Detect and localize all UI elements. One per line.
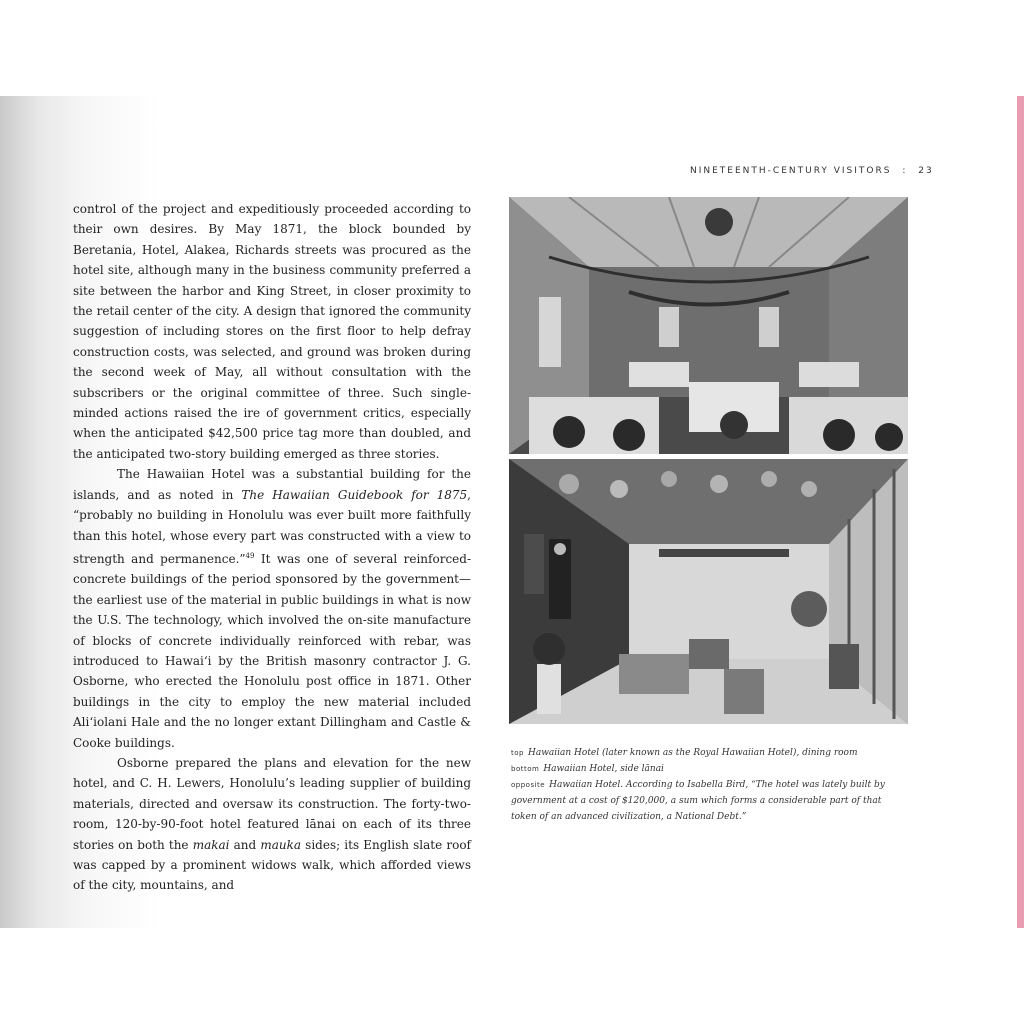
caption-top-text: Hawaiian Hotel (later known as the Royal Hawaiian Hotel), dining room: [527, 748, 858, 758]
term-makai: makai: [192, 837, 230, 852]
running-head-section: NINETEENTH-CENTURY VISITORS: [690, 166, 892, 176]
photo-dining-room: [509, 197, 908, 454]
term-mauka: mauka: [260, 837, 302, 852]
running-head: [690, 166, 934, 176]
photo-side-lanai: [509, 459, 908, 724]
paragraph-2: [73, 464, 471, 753]
caption-opposite-line-1: Hawaiian Hotel. According to Isabella Bird, “The hotel was lately built by: [549, 780, 885, 790]
caption-opposite-line-2: government at a cost of $120,000, a sum which forms a considerable part of that: [511, 796, 882, 806]
book-title: The Hawaiian Guidebook for 1875: [241, 487, 468, 502]
caption-bottom: [511, 761, 911, 777]
paragraph-3-text-a: Osborne prepared the plans and elevation for the new hotel, and C. H. Lewers, Honolulu’s leading supplier of building materials, directed and oversaw its construction. The forty-two-room, 120-by-90-foot hotel featured lānai on each of its three stories on both the: [73, 755, 471, 852]
photo-captions: [511, 745, 911, 825]
paragraph-3: [73, 753, 471, 896]
caption-top: [511, 745, 911, 761]
caption-top-label: top: [511, 749, 524, 757]
caption-bottom-label: bottom: [511, 765, 540, 773]
paragraph-3-and: and: [229, 837, 261, 852]
running-head-separator: :: [902, 166, 908, 176]
paragraph-2-text-b: , “probably no building in Honolulu was ever built more faithfully than this hotel, whose every part was constructed with a view to strength and permanence.”: [73, 487, 471, 566]
body-text-column: [73, 199, 471, 896]
paragraph-2-text-c: It was one of several reinforced-concrete buildings of the period sponsored by the government—the earliest use of the material in public buildings in what is now the U.S. The technology, which involved the on-site manufacture of blocks of concrete individually reinforced with rebar, was introduced to Hawai‘i by the British masonry contractor J. G. Osborne, who erected the Honolulu post office in 1871. Other buildings in the city to employ the new material included Ali‘iolani Hale and the no longer extant Dillingham and Castle & Cooke buildings.: [73, 551, 471, 750]
paragraph-2-text-a: The Hawaiian Hotel was a substantial building for the islands, and as noted in: [73, 467, 471, 502]
paragraph-3-text-b: sides; its English slate roof was capped by a prominent widows walk, which afforded views of the city, mountains, and: [73, 837, 471, 893]
side-lanai-photo-image: [509, 459, 908, 724]
caption-bottom-text: Hawaiian Hotel, side lānai: [543, 764, 664, 774]
footnote-ref: 49: [245, 551, 255, 560]
paragraph-1: control of the project and expeditiously proceeded according to their own desires. By May 1871, the block bounded by Beretania, Hotel, Alakea, Richards streets was procured as the hotel site, although many in the business community preferred a site between the harbor and King Street, in closer proximity to the retail center of the city. A design that ignored the community suggestion of including stores on the first floor to help defray construction costs, was selected, and ground was broken during the second week of May, all without consultation with the subscribers or the original committee of three. Such single-minded actions raised the ire of government critics, especially when the anticipated $42,500 price tag more than doubled, and the anticipated two-story building emerged as three stories.: [73, 202, 471, 461]
caption-opposite-label: opposite: [511, 781, 546, 789]
caption-opposite-line-3: token of an advanced civilization, a National Debt.”: [511, 812, 747, 822]
page-number: 23: [918, 166, 934, 176]
page-edge: [1017, 96, 1024, 928]
dining-room-photo-image: [509, 197, 908, 454]
caption-opposite: [511, 777, 911, 793]
